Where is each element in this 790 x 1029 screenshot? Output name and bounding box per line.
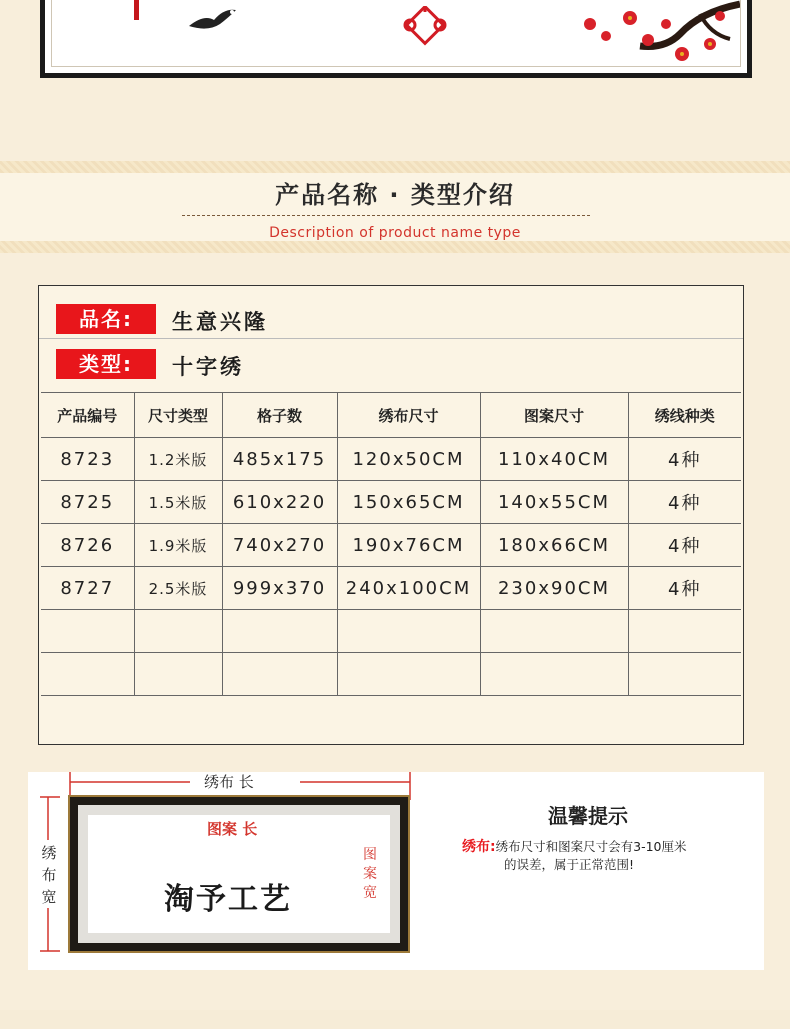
cell-product-code: 8727: [41, 567, 134, 610]
cell-pattern-size: 140x55CM: [480, 481, 628, 524]
header-grid-count: 格子数: [222, 393, 337, 438]
product-name-label: 品名:: [56, 304, 156, 334]
cell-thread-types: 4种: [628, 481, 741, 524]
cell-thread-types: 4种: [628, 567, 741, 610]
cell-pattern-size: 230x90CM: [480, 567, 628, 610]
tips-key: 绣布:: [462, 839, 496, 855]
header-thread-types: 绣线种类: [628, 393, 741, 438]
bottom-band: [0, 1010, 790, 1029]
cell-product-code: 8723: [41, 438, 134, 481]
pattern-width-char: 案: [363, 866, 377, 882]
cell-product-code: 8725: [41, 481, 134, 524]
cell-size-type: 1.2米版: [134, 438, 222, 481]
cell-fabric-size: 190x76CM: [337, 524, 480, 567]
section-title: 产品名称 · 类型介绍: [275, 181, 515, 209]
cell-grid-count: 485x175: [222, 438, 337, 481]
pattern-width-char: 图: [363, 847, 377, 863]
product-name-value: 生意兴隆: [172, 310, 268, 334]
cell-grid-count: 610x220: [222, 481, 337, 524]
product-type-label: 类型:: [56, 349, 156, 379]
tips-line-2: 的误差，属于正常范围!: [504, 857, 635, 872]
tips-line-1: 绣布尺寸和图案尺寸会有3-10厘米: [495, 839, 687, 854]
cell-size-type: 2.5米版: [134, 567, 222, 610]
fabric-width-char: 布: [41, 866, 57, 884]
cell-size-type: 1.9米版: [134, 524, 222, 567]
fabric-width-char: 宽: [41, 888, 57, 906]
header-product-code: 产品编号: [41, 393, 134, 438]
cell-product-code: 8726: [41, 524, 134, 567]
cell-fabric-size: 120x50CM: [337, 438, 480, 481]
product-type-value: 十字绣: [172, 355, 244, 379]
pattern-width-char: 宽: [363, 885, 377, 901]
tips-title: 温馨提示: [548, 804, 628, 828]
cell-fabric-size: 150x65CM: [337, 481, 480, 524]
cell-size-type: 1.5米版: [134, 481, 222, 524]
header-pattern-size: 图案尺寸: [480, 393, 628, 438]
cell-grid-count: 740x270: [222, 524, 337, 567]
cell-thread-types: 4种: [628, 524, 741, 567]
header-size-type: 尺寸类型: [134, 393, 222, 438]
tips-text: [462, 838, 752, 873]
fabric-width-char: 绣: [41, 844, 57, 862]
section-subtitle: Description of product name type: [269, 225, 521, 241]
header-fabric-size: 绣布尺寸: [337, 393, 480, 438]
cell-pattern-size: 110x40CM: [480, 438, 628, 481]
fabric-length-label: 绣布 长: [204, 773, 254, 791]
cell-pattern-size: 180x66CM: [480, 524, 628, 567]
pattern-length-label: 图案 长: [207, 820, 258, 838]
fabric-width-label: [40, 842, 58, 908]
pattern-width-label: [361, 846, 379, 903]
cell-thread-types: 4种: [628, 438, 741, 481]
cell-fabric-size: 240x100CM: [337, 567, 480, 610]
brand-watermark-text: 淘予工艺: [164, 882, 292, 917]
cell-grid-count: 999x370: [222, 567, 337, 610]
